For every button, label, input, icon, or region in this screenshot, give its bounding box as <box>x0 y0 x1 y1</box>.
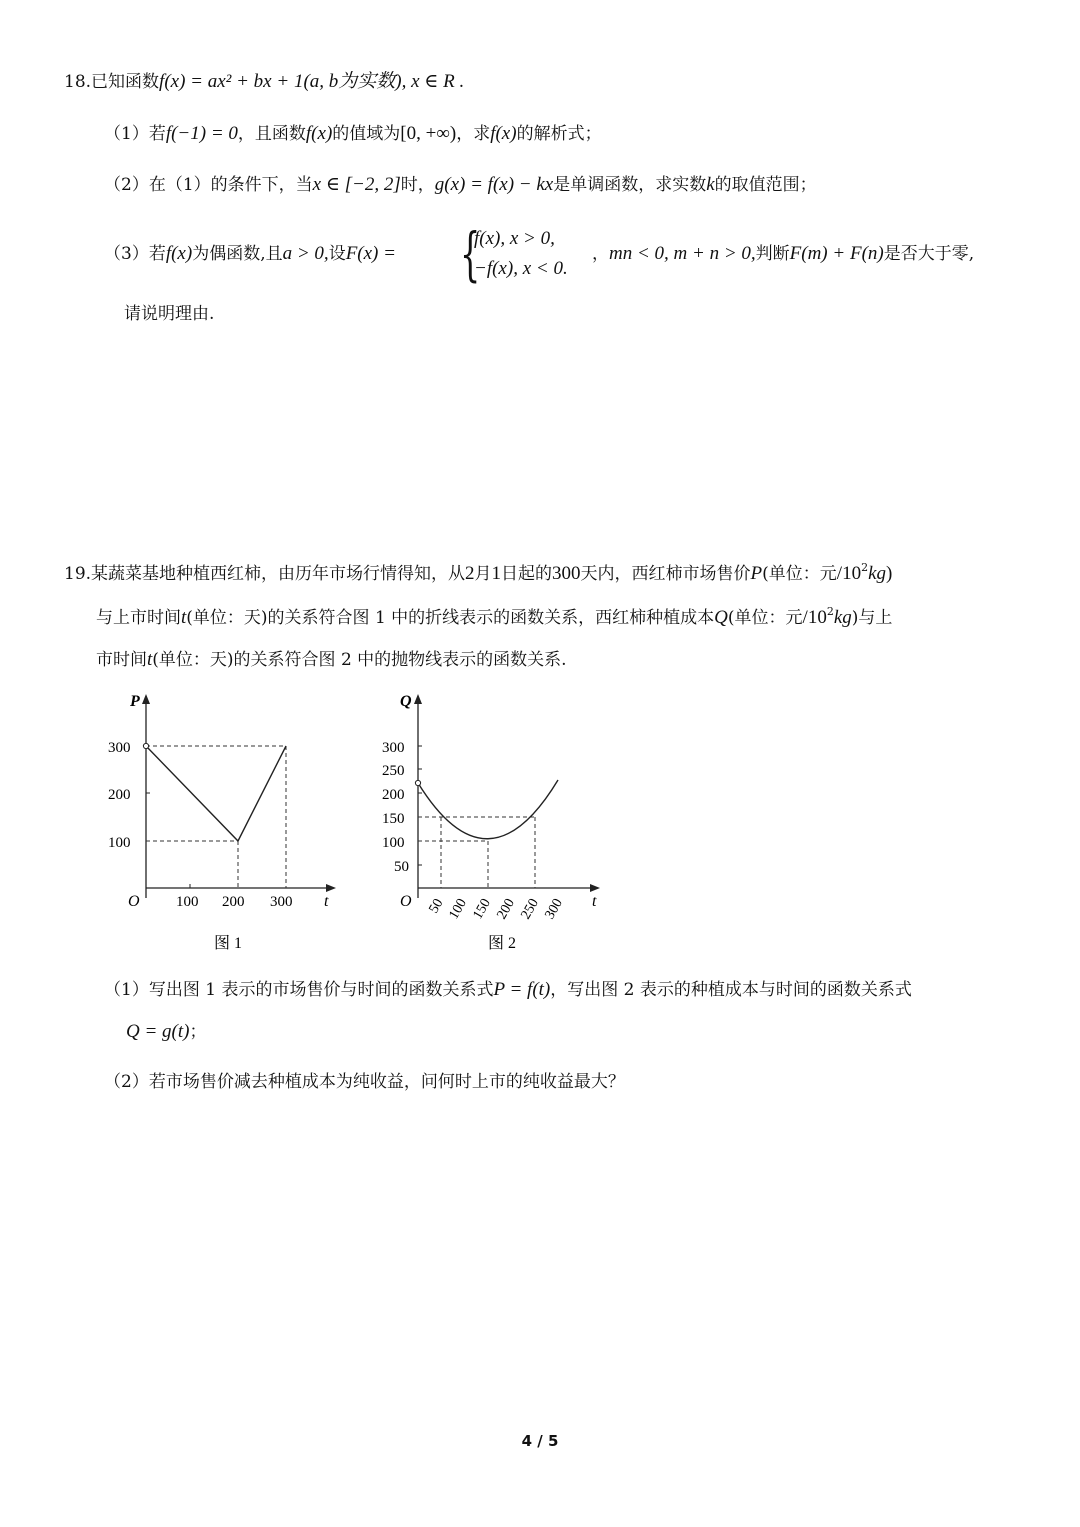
q18-p3-formula-5: F(m) + F(n) <box>789 243 884 264</box>
fig1-start-point <box>143 743 148 748</box>
fig1-xtick-300: 300 <box>270 894 293 910</box>
q18-part3-continuation: 请说明理由. <box>124 304 215 324</box>
fig2-xtick-50: 50 <box>426 896 447 916</box>
fig2-y-label: Q <box>400 693 412 710</box>
q19-s1-formula-2: Q = g(t) <box>126 1021 190 1042</box>
fig1-ytick-200: 200 <box>108 787 131 803</box>
q19-sub1-continuation <box>126 1020 206 1044</box>
q18-p1-formula-4: f(x) <box>490 123 517 144</box>
fig2-ytick-300: 300 <box>382 740 405 756</box>
q19-sub1 <box>104 978 912 1002</box>
q18-p3-formula-4: mn < 0, m + n > 0, <box>609 243 756 264</box>
fig2-xtick-150: 150 <box>470 896 494 922</box>
q18-p3-text-c: 设 <box>328 244 346 264</box>
q19-l1-f: 300 <box>552 563 581 584</box>
q19-l1-c: 月 <box>474 564 492 584</box>
fig2-ytick-50: 50 <box>394 859 409 875</box>
q18-part3-right <box>592 242 974 266</box>
q18-p3-text-e: 判断 <box>755 244 790 264</box>
fig2-start-point <box>415 780 420 785</box>
fig2-origin: O <box>400 893 412 910</box>
fig2-xtick-250: 250 <box>518 896 542 922</box>
piecewise-case-1: f(x), x > 0, <box>474 228 555 249</box>
page-number: 4 / 5 <box>521 1432 559 1450</box>
fig1-price-polyline <box>146 746 286 841</box>
fig2-x-label: t <box>592 893 597 910</box>
fig2-y-arrow <box>414 694 422 704</box>
q19-l3-c: (单位：天)的关系符合图 2 中的抛物线表示的函数关系. <box>152 650 567 670</box>
q19-l2-g: 2 <box>826 605 834 618</box>
q19-l3-a: 市时间 <box>96 650 147 670</box>
fig2-xtick-200: 200 <box>494 896 518 922</box>
q19-l1-h: P <box>750 563 763 584</box>
left-brace: { <box>460 220 481 288</box>
q19-l2-d: Q <box>714 607 728 628</box>
q19-line-1 <box>64 562 892 586</box>
fig2-caption: 图 2 <box>488 935 517 952</box>
q19-l2-e: (单位：元 <box>727 608 803 628</box>
q19-l1-l: kg <box>868 563 887 584</box>
piecewise-definition <box>460 220 590 288</box>
q19-s1-a: （1）写出图 1 表示的市场售价与时间的函数关系式 <box>104 980 494 1000</box>
fig1-y-label: P <box>130 693 140 710</box>
fig2-ytick-100: 100 <box>382 835 405 851</box>
q18-p2-text-a: （2）在（1）的条件下，当 <box>104 175 313 195</box>
q18-p1-text-a: （1）若 <box>104 124 166 144</box>
q18-p2-text-b: 时， <box>400 175 435 195</box>
fig2-ytick-250: 250 <box>382 763 405 779</box>
fig1-x-arrow <box>326 884 336 892</box>
q19-s1-formula-1: P = f(t) <box>493 979 551 1000</box>
q19-l1-i: (单位：元 <box>762 564 837 584</box>
q18-p3-text-d: ， <box>592 244 609 264</box>
q18-p3-text-g: 是否大于零, <box>883 244 975 264</box>
fig2-xtick-100: 100 <box>446 896 470 922</box>
q19-l2-h: kg <box>833 607 852 628</box>
q19-line-3 <box>96 648 567 672</box>
q19-l1-k: 2 <box>861 561 869 574</box>
fig2-cost-parabola <box>418 780 558 839</box>
q18-stem-formula: f(x) = ax² + bx + 1(a, b为实数), x ∈ R . <box>159 71 465 92</box>
fig2-ytick-200: 200 <box>382 787 405 803</box>
q19-l1-e: 日起的 <box>501 564 553 584</box>
q19-s1-c: ； <box>189 1022 207 1042</box>
q18-p2-formula-1: x ∈ [−2, 2] <box>312 174 401 195</box>
q19-l3-b: t <box>147 649 153 670</box>
q18-p1-text-c: 的值域为 <box>332 124 401 144</box>
q18-stem <box>64 70 464 94</box>
q18-part3-left <box>104 242 396 266</box>
q18-p3-formula-3: F(x) = <box>345 243 396 264</box>
q19-l2-f: /10 <box>802 607 827 628</box>
fig1-caption: 图 1 <box>214 935 243 952</box>
q18-p3-text-a: （3）若 <box>104 244 166 264</box>
q18-p1-text-d: ，求 <box>456 124 491 144</box>
q18-p3-formula-2: a > 0, <box>282 243 329 264</box>
q18-p1-formula-3: [0, +∞) <box>400 123 457 144</box>
figure-2 <box>378 688 618 958</box>
fig1-xtick-200: 200 <box>222 894 245 910</box>
q19-l1-a: 19.某蔬菜基地种植西红柿，由历年市场行情得知，从 <box>64 564 466 584</box>
q18-p1-formula-1: f(−1) = 0 <box>165 123 238 144</box>
q19-sub2: （2）若市场售价减去种植成本为纯收益，问何时上市的纯收益最大？ <box>104 1072 625 1092</box>
q18-p2-text-d: 的取值范围； <box>714 175 817 195</box>
q18-part1 <box>104 122 602 146</box>
fig2-ytick-150: 150 <box>382 811 405 827</box>
q18-p1-text-b: ，且函数 <box>237 124 306 144</box>
fig1-ytick-300: 300 <box>108 740 131 756</box>
q19-l1-j: /10 <box>836 563 862 584</box>
fig1-y-arrow <box>142 694 150 704</box>
q19-l1-g: 天内，西红柿市场售价 <box>580 564 751 584</box>
q18-p2-formula-3: k <box>706 174 715 195</box>
q18-p1-formula-2: f(x) <box>305 123 333 144</box>
fig1-xtick-100: 100 <box>176 894 199 910</box>
q18-p3-formula-1: f(x) <box>165 243 193 264</box>
q19-l2-c: (单位：天)的关系符合图 1 中的折线表示的函数关系，西红柿种植成本 <box>186 608 715 628</box>
q19-l2-a: 与上市时间 <box>96 608 181 628</box>
q18-p2-text-c: 是单调函数，求实数 <box>553 175 707 195</box>
fig2-xtick-300: 300 <box>542 896 566 922</box>
q18-part2 <box>104 173 817 197</box>
fig1-origin: O <box>128 893 140 910</box>
q19-l1-b: 2 <box>465 563 475 584</box>
fig1-x-label: t <box>324 893 329 910</box>
fig2-x-arrow <box>590 884 600 892</box>
fig1-ytick-100: 100 <box>108 835 131 851</box>
q18-p1-text-e: 的解析式； <box>516 124 602 144</box>
q19-l2-b: t <box>181 607 187 628</box>
figure-1 <box>100 688 340 958</box>
q18-stem-text: 18.已知函数 <box>64 72 160 92</box>
piecewise-case-2: −f(x), x < 0. <box>474 258 568 279</box>
q19-line-2 <box>96 606 892 630</box>
q19-l2-i: )与上 <box>851 608 893 628</box>
q19-s1-b: ，写出图 2 表示的种植成本与时间的函数关系式 <box>550 980 912 1000</box>
q18-p2-formula-2: g(x) = f(x) − kx <box>434 174 554 195</box>
q19-l1-m: ) <box>886 563 893 584</box>
q18-p3-text-b: 为偶函数,且 <box>192 244 283 264</box>
q19-l1-d: 1 <box>491 563 502 584</box>
